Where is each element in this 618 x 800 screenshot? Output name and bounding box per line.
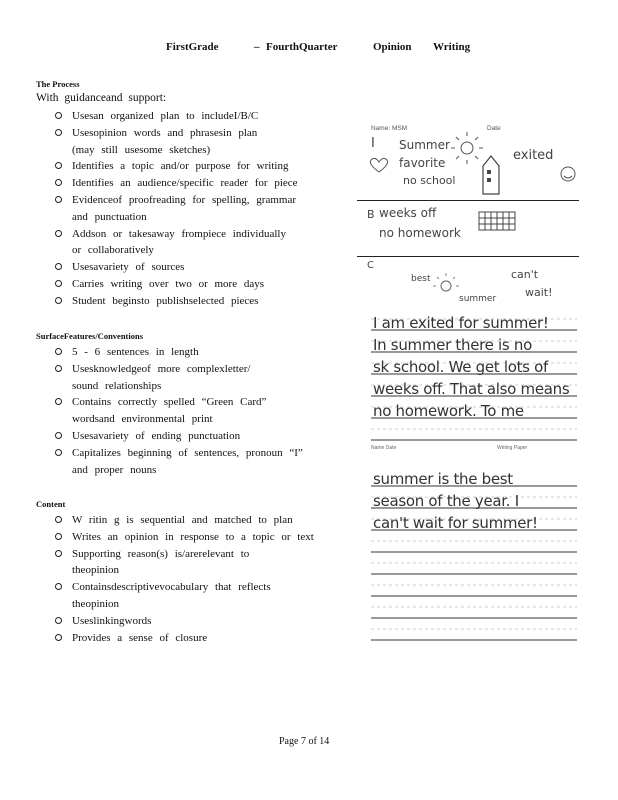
plan-c-summer: summer <box>459 294 497 304</box>
list-item-continued: sound relationships <box>72 379 162 392</box>
process-intro: With guidanceand support: <box>36 92 167 104</box>
list-item: Addson or takesaway frompiece individually <box>50 226 350 243</box>
list-item: Capitalizes beginning of sentences, pronoun “I” <box>50 445 350 462</box>
list-item: Writes an opinion in response to a topic or text <box>50 529 350 546</box>
process-list <box>50 108 350 310</box>
list-item: Student beginsto publishselected pieces <box>50 293 350 310</box>
list-item-continued: theopinion <box>72 564 120 577</box>
paper-footer-left: Name Date <box>371 445 397 451</box>
sun-icon <box>461 142 473 154</box>
plan-c-wait: wait! <box>525 286 553 299</box>
list-item: Identifies an audience/specific reader for piece <box>50 175 350 192</box>
list-item: Usesan organized plan to includeI/B/C <box>50 108 350 125</box>
list-item-continued: or collaboratively <box>72 244 154 257</box>
house-icon <box>483 156 499 194</box>
title-grade: FirstGrade <box>166 41 219 53</box>
list-item: Usesavariety of ending punctuation <box>50 428 350 445</box>
student-writing-sample <box>357 118 579 658</box>
list-item: Contains correctly spelled “Green Card” <box>50 394 350 411</box>
page-title <box>0 41 618 57</box>
list-item-continued: and proper nouns <box>72 463 157 476</box>
title-subject: Writing <box>433 41 471 53</box>
list-item: Supporting reason(s) is/arerelevant to <box>50 546 350 563</box>
plan-b-marker: B <box>367 208 375 221</box>
plan-b-text1: weeks off <box>379 206 437 220</box>
paragraph-line: In summer there is no <box>373 336 532 354</box>
paper-footer-right: Writing Paper <box>497 445 528 451</box>
paragraph-line: I am exited for summer! <box>373 314 549 332</box>
paragraph-line: summer is the best <box>373 470 513 488</box>
list-item: Provides a sense of closure <box>50 630 350 647</box>
list-item: Usesavariety of sources <box>50 259 350 276</box>
plan-c-cant: can't <box>511 268 539 281</box>
list-item-continued: wordsand environmental print <box>72 413 213 426</box>
page-number: Page 7 of 14 <box>279 736 330 747</box>
list-item: Useslinkingwords <box>50 613 350 630</box>
list-item: W ritin g is sequential and matched to plan <box>50 512 350 529</box>
small-sun-icon <box>441 281 451 291</box>
plan-i-marker: I <box>371 136 375 151</box>
list-item: Evidenceof proofreading for spelling, grammar <box>50 192 350 209</box>
paragraph-line: weeks off. That also means <box>373 380 570 398</box>
title-genre: Opinion <box>373 41 412 53</box>
plan-c-best: best <box>411 274 431 284</box>
paragraph-line: no homework. To me <box>373 402 524 420</box>
title-quarter: FourthQuarter <box>266 41 338 53</box>
paragraph-line: can't wait for summer! <box>373 514 538 532</box>
list-item: Usesknowledgeof more complexletter/ <box>50 361 350 378</box>
list-item: 5 - 6 sentences in length <box>50 344 350 361</box>
panel-divider <box>357 200 579 201</box>
list-item: Identifies a topic and/or purpose for writing <box>50 158 350 175</box>
paragraph-line: season of the year. I <box>373 492 519 510</box>
plan-i-text1: Summer <box>399 138 450 152</box>
sample-name-label: Name: MSM <box>371 125 408 132</box>
plan-exited: exited <box>513 148 554 163</box>
process-heading: The Process <box>36 79 80 89</box>
content-list <box>50 512 350 646</box>
content-heading: Content <box>36 499 66 509</box>
surface-list <box>50 344 350 478</box>
plan-i-text2: favorite <box>399 156 446 170</box>
title-dash: – <box>254 41 260 53</box>
list-item-continued: and punctuation <box>72 210 147 223</box>
paragraph-line: sk school. We get lots of <box>373 358 549 376</box>
sample-date-label: Date <box>487 125 501 132</box>
heart-icon <box>370 158 387 172</box>
list-item-continued: theopinion <box>72 597 120 610</box>
list-item: Carries writing over two or more days <box>50 276 350 293</box>
smiley-icon <box>561 167 575 181</box>
plan-i-text3: no school <box>403 174 456 187</box>
list-item: Containsdescriptivevocabulary that reflects <box>50 579 350 596</box>
panel-divider <box>357 256 579 257</box>
plan-b-text2: no homework <box>379 226 461 240</box>
list-item-continued: (may still usesome sketches) <box>72 143 211 156</box>
calendar-icon <box>479 212 515 230</box>
surface-heading: SurfaceFeatures/Conventions <box>36 331 144 341</box>
plan-c-marker: C <box>367 260 374 271</box>
list-item: Usesopinion words and phrasesin plan <box>50 125 350 142</box>
